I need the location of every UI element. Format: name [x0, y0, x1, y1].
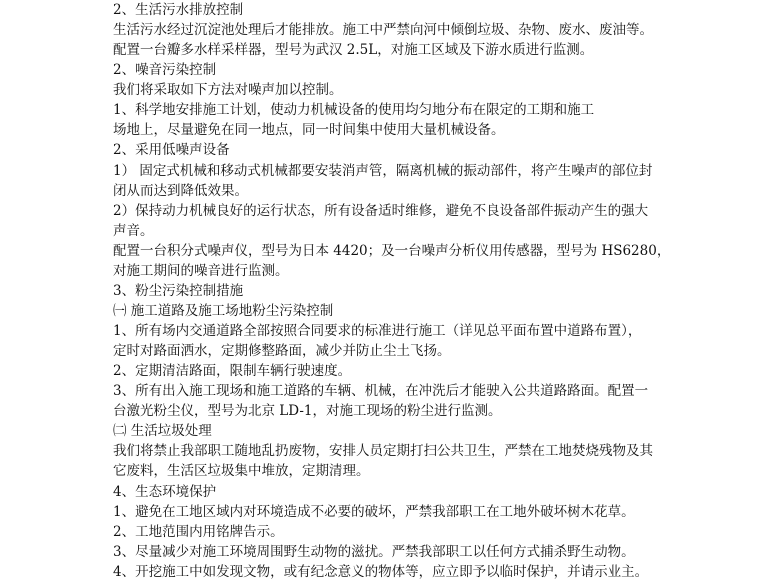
text-line: 对施工期间的噪音进行监测。 — [113, 262, 289, 279]
text-line: 3、所有出入施工现场和施工道路的车辆、机械，在冲洗后才能驶入公共道路路面。配置一 — [113, 383, 649, 400]
text-line: 2、工地范围内用铭牌告示。 — [113, 523, 284, 540]
text-line: 闭从而达到降低效果。 — [113, 182, 248, 199]
text-line: 声音。 — [113, 222, 154, 239]
text-line: 场地上，尽量避免在同一地点，同一时间集中使用大量机械设备。 — [113, 122, 505, 139]
text-line: 1、科学地安排施工计划，使动力机械设备的使用均匀地分布在限定的工期和施工 — [113, 102, 595, 119]
text-line: 2、噪音污染控制 — [113, 62, 217, 79]
text-line: 台激光粉尘仪，型号为北京 LD-1，对施工现场的粉尘进行监测。 — [113, 403, 502, 420]
text-line: 我们将采取如下方法对噪声加以控制。 — [113, 82, 343, 99]
text-line: 定时对路面洒水，定期修整路面，减少并防止尘土飞扬。 — [113, 343, 451, 360]
text-line: 2）保持动力机械良好的运行状态，所有设备适时维修，避免不良设备部件振动产生的强大 — [113, 202, 649, 219]
text-line: 4、生态环境保护 — [113, 483, 217, 500]
text-line: ㈠ 施工道路及施工场地粉尘污染控制 — [113, 302, 334, 319]
text-line: 配置一台积分式噪声仪，型号为日本 4420；及一台噪声分析仪用传感器，型号为 HS6280， — [113, 242, 671, 259]
text-line: 它废料，生活区垃圾集中堆放，定期清理。 — [113, 463, 370, 480]
text-line: 2、定期清洁路面，限制车辆行驶速度。 — [113, 363, 352, 380]
text-line: 3、粉尘污染控制措施 — [113, 282, 244, 299]
text-line: 配置一台瓣多水样采样器，型号为武汉 2.5L，对施工区域及下游水质进行监测。 — [113, 42, 594, 59]
text-line: 2、采用低噪声设备 — [113, 142, 230, 159]
text-line: 1、所有场内交通道路全部按照合同要求的标准进行施工（详见总平面布置中道路布置）， — [113, 323, 642, 339]
text-line: 我们将禁止我部职工随地乱扔废物，安排人员定期打扫公共卫生，严禁在工地焚烧残物及其 — [113, 443, 653, 460]
text-line: 2、生活污水排放控制 — [113, 2, 244, 18]
text-line: 1） 固定式机械和移动式机械都要安装消声管，隔离机械的振动部件，将产生噪声的部位封 — [113, 162, 653, 179]
text-line: 3、尽量减少对施工环境周围野生动物的滋扰。严禁我部职工以任何方式捕杀野生动物。 — [113, 543, 635, 560]
document-page — [113, 0, 671, 582]
text-line: ㈡ 生活垃圾处理 — [113, 423, 212, 440]
text-line: 4、开挖施工中如发现文物，或有纪念意义的物体等，应立即予以临时保护，并请示业主。 — [113, 563, 649, 580]
text-line: 生活污水经过沉淀池处理后才能排放。施工中严禁向河中倾倒垃圾、杂物、废水、废油等。 — [113, 22, 653, 39]
text-line: 1、避免在工地区域内对环境造成不必要的破坏，严禁我部职工在工地外破坏树木花草。 — [113, 503, 635, 520]
